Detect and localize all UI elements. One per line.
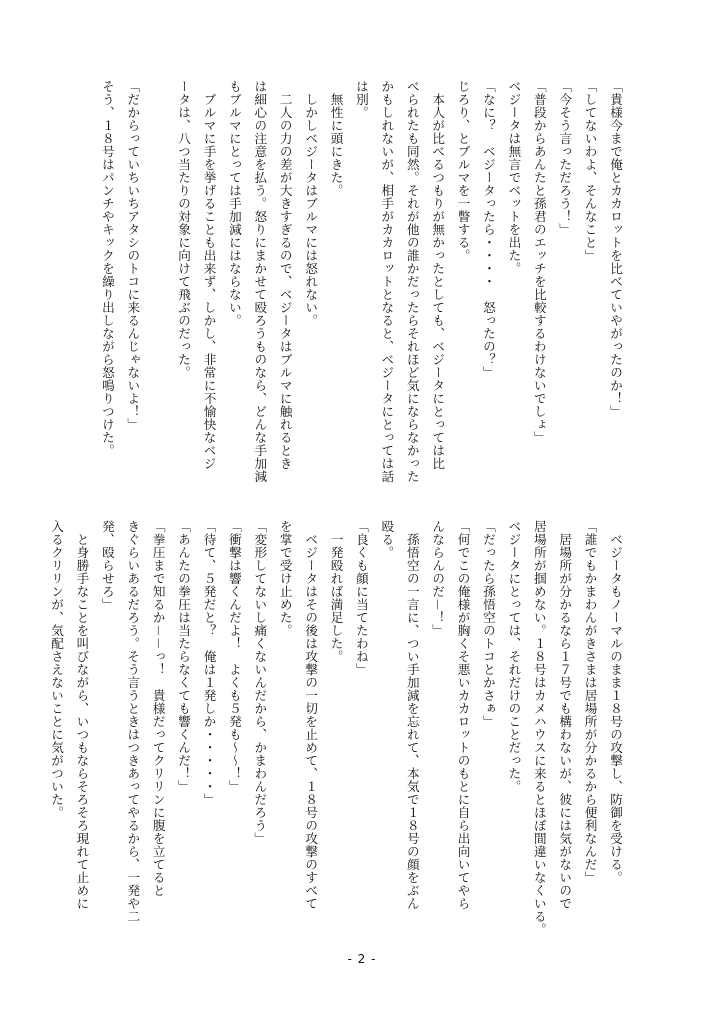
text-line: 「してないわよ、そんなこと」	[582, 80, 598, 262]
page-number: - 2 -	[347, 952, 377, 966]
text-line: 「だったら孫悟空のトコとかさぁ」	[480, 520, 496, 728]
text-line: 「何でこの俺様が胸くそ悪いカカロットのもとに自ら出向いてやら	[455, 520, 471, 910]
text-line: ベジータはその後は攻撃の一切を止めて、１８号の攻撃のすべて	[303, 532, 319, 910]
text-line: と身勝手なことを叫びながら、いつもならそろそろ現れて止めに	[74, 532, 90, 910]
text-line: 入るクリリンが、気配さえないことに気がついた。	[49, 520, 65, 819]
text-line: 殴る。	[379, 520, 395, 559]
text-line: 「変形してないし痛くないんだから、かまわんだろう」	[252, 520, 268, 845]
text-line: ータは、八つ当たりの対象に向けて飛ぶのだった。	[176, 80, 192, 379]
text-line: かもしれないが、相手がカカロットとなると、ベジータにとっては話	[379, 80, 395, 483]
text-line: 居場所が掴めない。１８号はカメハウスに来るとほぼ間違いなくいる。	[531, 520, 547, 936]
text-line: 「衝撃は響くんだよ！ よくも５発も～～！」	[226, 520, 242, 793]
text-line: んならんのだ－！」	[430, 520, 446, 637]
text-line: 「だからっていちいちアタシのトコに来るんじゃないよ！」	[125, 80, 141, 431]
top-text-column	[88, 80, 628, 500]
text-line: じろり、とブルマを一瞥する。	[455, 80, 471, 262]
text-line: 「普段からあんたと孫君のエッチを比較するわけないでしょ」	[531, 80, 547, 444]
text-line: 「なに？ ベジータったら・・・・ 怒ったの？」	[480, 80, 496, 379]
text-line: もブルマにとっては手加減にはならない。	[226, 80, 242, 327]
text-line: 「良くも顔に当てたわね」	[353, 520, 369, 676]
text-line: 「拳圧まで知るか－－っ！ 貴様だってクリリンに腹を立てると	[150, 520, 166, 897]
text-line: 孫悟空の一言に、つい手加減を忘れて、本気で１８号の顔をぶん	[404, 532, 420, 910]
text-line: は細心の注意を払う。怒りにまかせて殴ろうものなら、どんな手加減	[252, 80, 268, 483]
text-line: 「待て、５発だと？ 俺は１発しか・・・・・」	[201, 520, 217, 806]
text-line: を掌で受け止めた。	[277, 520, 293, 637]
text-line: 居場所が分かるなら１７号でも構わないが、彼には気がないので	[557, 532, 573, 910]
text-line: は別。	[353, 80, 369, 119]
text-line: ベジータにとっては、それだけのことだった。	[506, 520, 522, 793]
text-line: 「貴様今まで俺とカカロットを比べていやがったのか！」	[608, 80, 623, 418]
text-line: 「あんたの拳圧は当たらなくても響くんだ！」	[176, 520, 192, 793]
text-line: ブルマに手を挙げることも出来ず、しかし、非常に不愉快なベジ	[201, 92, 217, 470]
text-line: 二人の力の差が大きすぎるので、ベジータはブルマに触れるとき	[277, 92, 293, 470]
text-line: きぐらいあるだろう。そう言うときはつきあってやるから、一発や二	[125, 520, 141, 923]
text-line: そう、１８号はパンチやキックを繰り出しながら怒鳴りつけた。	[99, 80, 115, 457]
text-line: 一発殴れば満足した。	[328, 532, 344, 663]
text-line: しかしベジータはブルマには怒れない。	[303, 92, 319, 327]
text-line: 本人が比べるつもりが無かったとしても、ベジータにとっては比	[430, 92, 446, 470]
text-line: ベジータは無言でベットを出た。	[506, 80, 522, 275]
text-line: 無性に頭にきた。	[328, 92, 344, 197]
text-line	[145, 80, 170, 500]
text-line: 「誰でもかまわんがきさまは居場所が分かるから便利なんだ」	[582, 520, 598, 884]
text-line: 発、殴らせろ」	[99, 520, 115, 611]
bottom-text-column	[49, 520, 628, 940]
text-line: ベジータもノーマルのまま１８号の攻撃し、防御を受ける。	[608, 532, 623, 884]
text-line: べられたも同然。それが他の誰かだったらそれほど気にならなかった	[404, 80, 420, 483]
text-line: 「今そう言っただろう！」	[557, 80, 573, 236]
